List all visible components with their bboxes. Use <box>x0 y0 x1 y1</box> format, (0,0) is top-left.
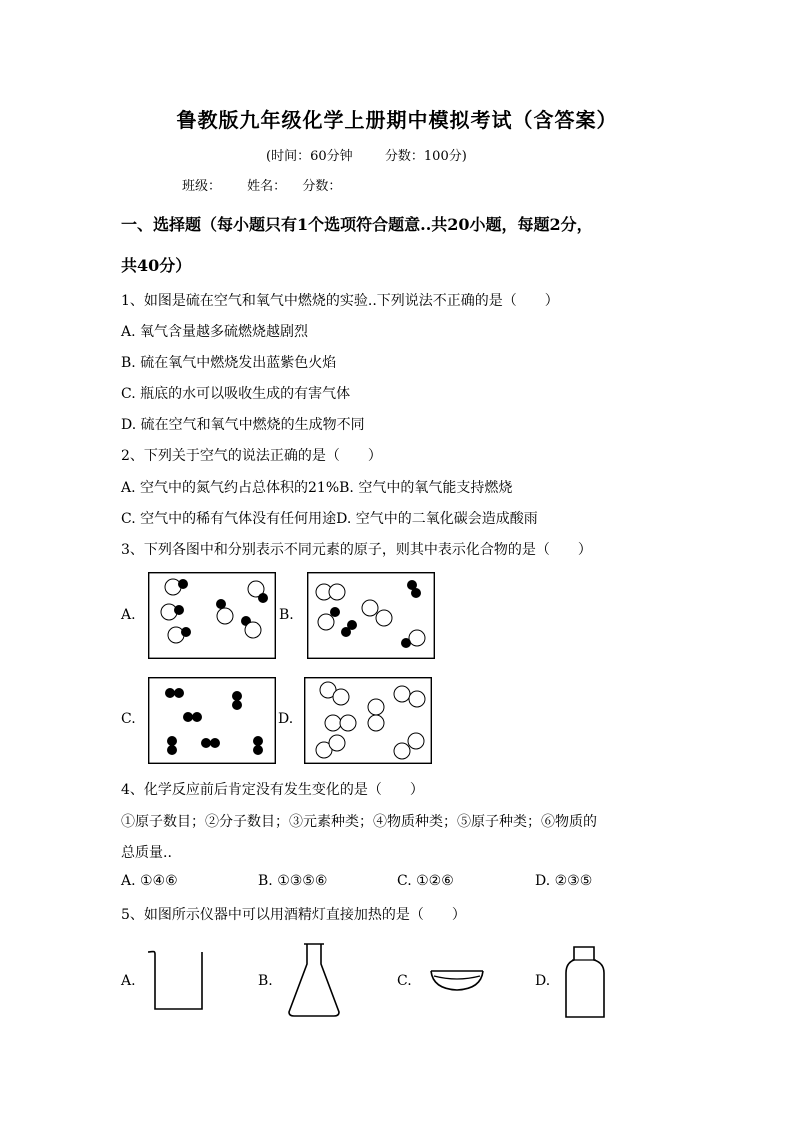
q2-stem: 2、下列关于空气的说法正确的是（ ） <box>121 448 382 464</box>
score-label: 分数： <box>302 179 342 194</box>
q1-option-d: D. 硫在空气和氧气中燃烧的生成物不同 <box>121 417 365 433</box>
q5-label-d: D. <box>535 973 551 989</box>
q5-label-c: C. <box>397 973 412 989</box>
q4-items-line1: ①原子数目；②分子数目；③元素种类；④物质种类；⑤原子种类；⑥物质的 <box>121 814 597 830</box>
q5-label-b: B. <box>258 973 273 989</box>
q5-label-a: A. <box>121 973 136 989</box>
q3-label-b: B. <box>279 607 294 623</box>
exam-total-score: 分数：100分) <box>384 149 467 164</box>
q3-diagram-c <box>148 677 276 764</box>
q1-option-c: C. 瓶底的水可以吸收生成的有害气体 <box>121 386 351 402</box>
section-heading-line1: 一、选择题（每小题只有1个选项符合题意..共20小题，每题2分， <box>121 215 593 234</box>
q4-option-c: C. ①②⑥ <box>397 873 454 889</box>
evaporating-dish-icon <box>429 965 485 995</box>
q5-stem: 5、如图所示仪器中可以用酒精灯直接加热的是（ ） <box>121 907 466 923</box>
q3-label-d: D. <box>278 711 294 727</box>
q1-stem: 1、如图是硫在空气和氧气中燃烧的实验..下列说法不正确的是（ ） <box>121 293 559 309</box>
beaker-icon <box>146 947 208 1013</box>
student-info <box>182 175 363 194</box>
reagent-bottle-icon <box>560 945 610 1021</box>
q1-option-a: A. 氧气含量越多硫燃烧越剧烈 <box>121 324 309 340</box>
class-label: 班级： <box>182 179 222 194</box>
q4-option-a: A. ①④⑥ <box>121 873 178 889</box>
q3-diagram-a <box>148 572 276 659</box>
q3-diagram-b <box>307 572 435 659</box>
q3-label-a: A. <box>121 607 136 623</box>
q2-options-line1: A. 空气中的氮气约占总体积的21%B. 空气中的氧气能支持燃烧 <box>121 480 513 496</box>
q3-stem: 3、下列各图中和分别表示不同元素的原子，则其中表示化合物的是（ ） <box>121 542 592 558</box>
page-title: 鲁教版九年级化学上册期中模拟考试（含答案） <box>176 108 618 132</box>
q4-option-d: D. ②③⑤ <box>535 873 593 889</box>
section-heading-line2: 共40分） <box>121 256 192 275</box>
q2-options-line2: C. 空气中的稀有气体没有任何用途D. 空气中的二氧化碳会造成酸雨 <box>121 511 538 527</box>
q4-option-b: B. ①③⑤⑥ <box>258 873 328 889</box>
exam-meta <box>266 145 467 164</box>
q4-stem: 4、化学反应前后肯定没有发生变化的是（ ） <box>121 782 424 798</box>
conical-flask-icon <box>286 942 342 1018</box>
q1-option-b: B. 硫在氧气中燃烧发出蓝紫色火焰 <box>121 355 337 371</box>
q3-diagram-d <box>304 677 432 764</box>
name-label: 姓名： <box>247 179 287 194</box>
exam-time: (时间：60分钟 <box>266 149 353 164</box>
q4-items-line2: 总质量.. <box>121 845 172 861</box>
q3-label-c: C. <box>121 711 136 727</box>
